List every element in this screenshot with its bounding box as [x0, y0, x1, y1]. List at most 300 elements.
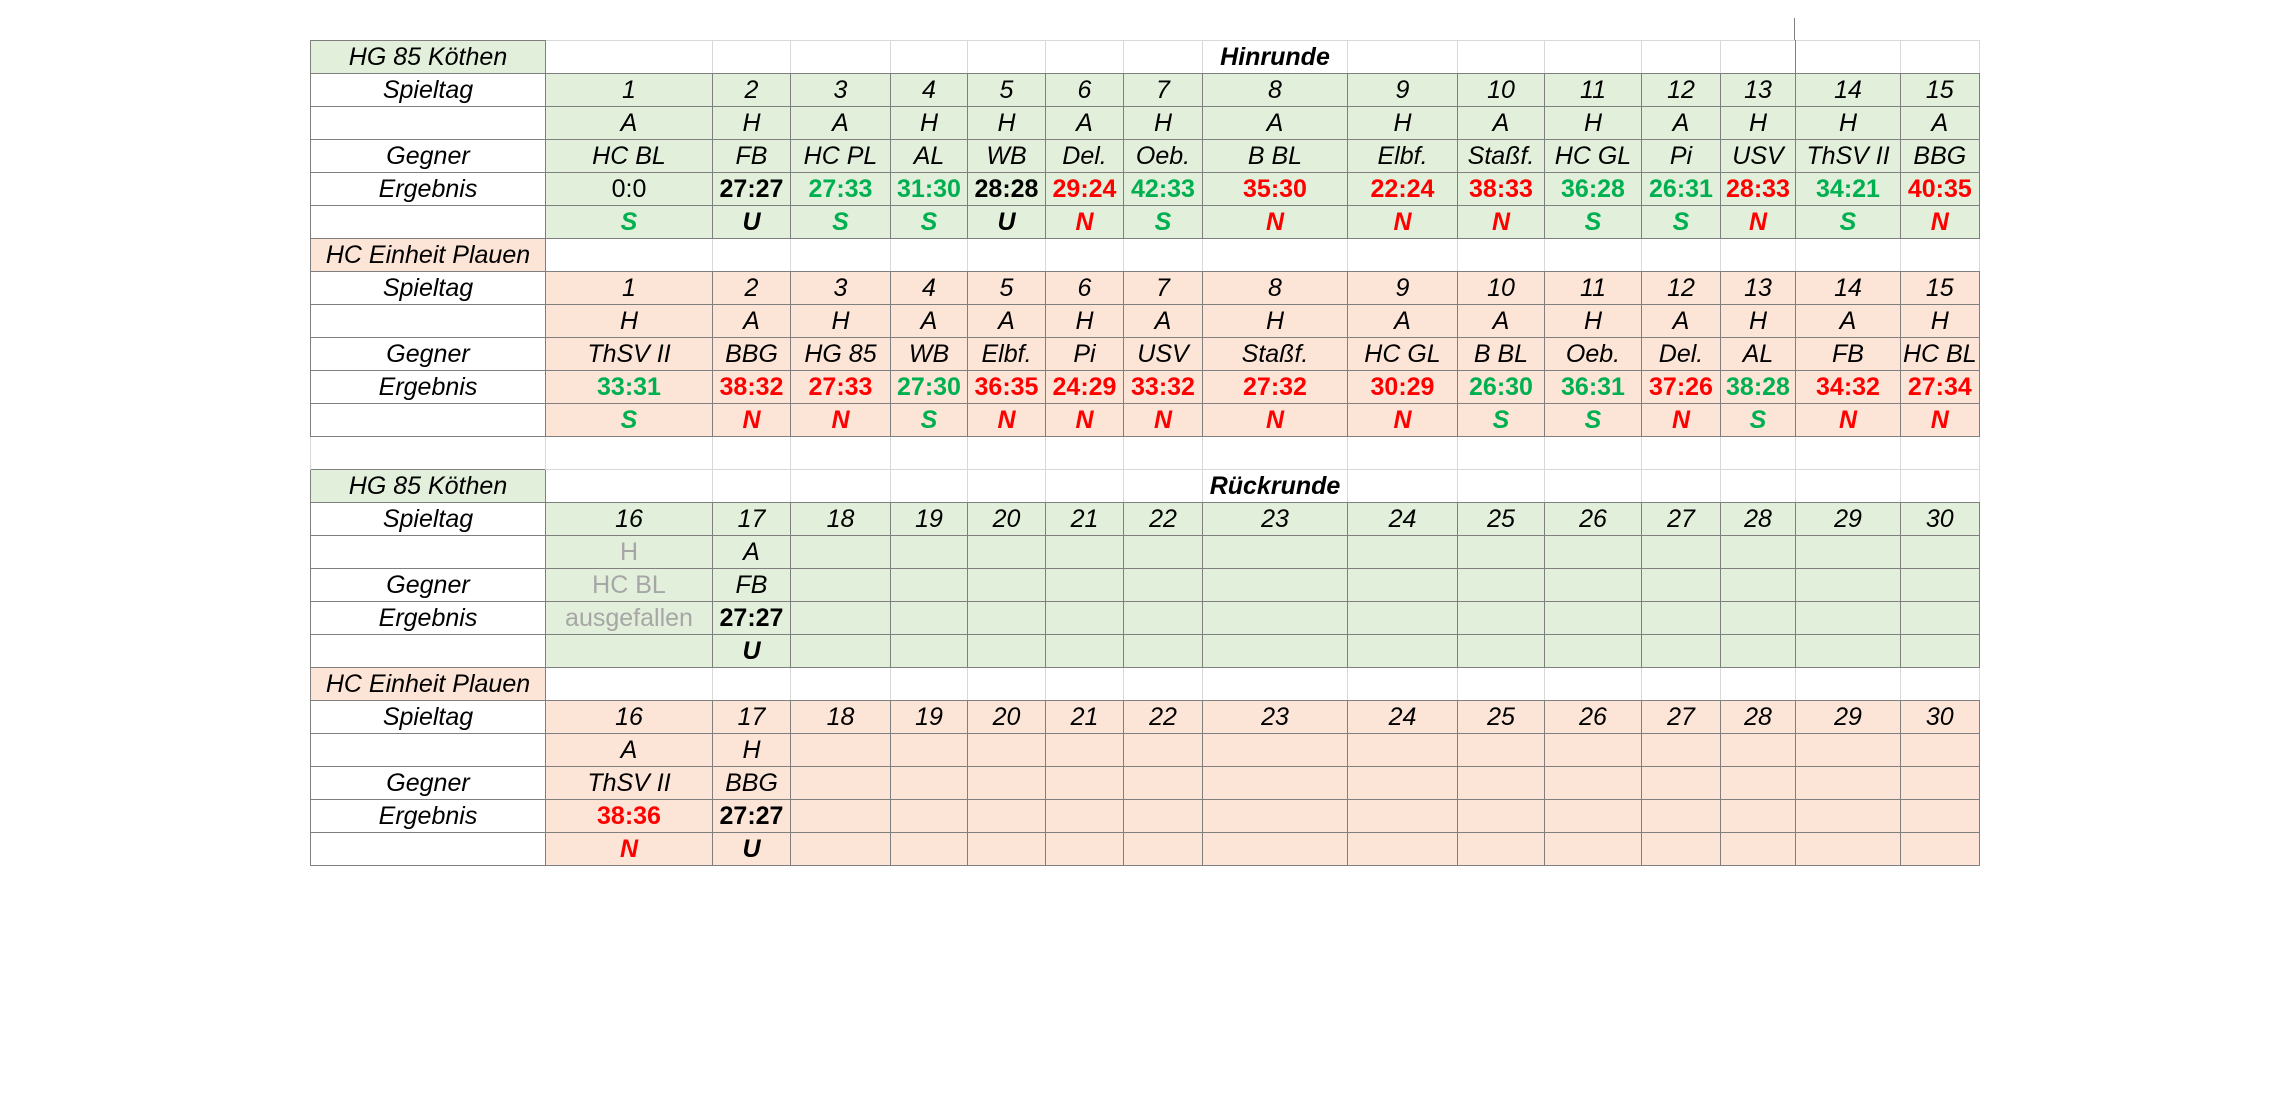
row-label-cell[interactable] [311, 734, 546, 767]
empty-grid-cell[interactable] [713, 437, 791, 470]
venue-cell[interactable]: H [968, 107, 1046, 140]
venue-cell[interactable]: A [1124, 305, 1203, 338]
team-name-cell[interactable]: HC Einheit Plauen [311, 239, 546, 272]
score-cell[interactable]: 27:32 [1203, 371, 1348, 404]
team-name-cell[interactable]: HG 85 Köthen [311, 470, 546, 503]
opponent-cell[interactable] [791, 569, 891, 602]
grid-cell[interactable] [891, 239, 968, 272]
day-cell[interactable]: 25 [1458, 503, 1545, 536]
score-cell[interactable] [891, 800, 968, 833]
row-label-cell[interactable]: Ergebnis [311, 602, 546, 635]
score-cell[interactable] [891, 602, 968, 635]
venue-cell[interactable]: H [1203, 305, 1348, 338]
venue-cell[interactable]: A [713, 536, 791, 569]
opponent-cell[interactable] [1642, 767, 1721, 800]
score-cell[interactable] [1458, 602, 1545, 635]
score-cell[interactable]: 31:30 [891, 173, 968, 206]
outcome-cell[interactable] [1348, 833, 1458, 866]
outcome-cell[interactable]: N [1203, 404, 1348, 437]
score-cell[interactable]: 26:30 [1458, 371, 1545, 404]
grid-cell[interactable] [1046, 239, 1124, 272]
score-cell[interactable] [1124, 800, 1203, 833]
outcome-cell[interactable] [1203, 833, 1348, 866]
day-cell[interactable]: 8 [1203, 74, 1348, 107]
opponent-cell[interactable]: BBG [713, 338, 791, 371]
outcome-cell[interactable]: S [1796, 206, 1901, 239]
empty-grid-cell[interactable] [1203, 437, 1348, 470]
grid-cell[interactable] [1458, 239, 1545, 272]
opponent-cell[interactable]: ThSV II [546, 767, 713, 800]
venue-cell[interactable]: A [713, 305, 791, 338]
outcome-cell[interactable] [1642, 833, 1721, 866]
venue-cell[interactable]: H [1124, 107, 1203, 140]
opponent-cell[interactable] [1203, 767, 1348, 800]
outcome-cell[interactable] [968, 635, 1046, 668]
outcome-cell[interactable] [791, 635, 891, 668]
empty-grid-cell[interactable] [1458, 437, 1545, 470]
row-label-cell[interactable] [311, 536, 546, 569]
opponent-cell[interactable] [1545, 767, 1642, 800]
grid-cell[interactable] [1796, 668, 1901, 701]
score-cell[interactable]: 30:29 [1348, 371, 1458, 404]
empty-grid-cell[interactable] [311, 437, 546, 470]
opponent-cell[interactable]: HC BL [1901, 338, 1980, 371]
day-cell[interactable]: 17 [713, 701, 791, 734]
opponent-cell[interactable] [1124, 767, 1203, 800]
grid-cell[interactable] [713, 41, 791, 74]
opponent-cell[interactable]: Del. [1046, 140, 1124, 173]
day-cell[interactable]: 30 [1901, 503, 1980, 536]
score-cell[interactable]: 28:33 [1721, 173, 1796, 206]
day-cell[interactable]: 18 [791, 701, 891, 734]
empty-grid-cell[interactable] [1124, 437, 1203, 470]
grid-cell[interactable] [891, 668, 968, 701]
opponent-cell[interactable] [1721, 569, 1796, 602]
venue-cell[interactable] [1046, 734, 1124, 767]
outcome-cell[interactable] [1348, 635, 1458, 668]
outcome-cell[interactable]: N [791, 404, 891, 437]
grid-cell[interactable] [1721, 470, 1796, 503]
venue-cell[interactable]: A [1642, 305, 1721, 338]
venue-cell[interactable]: A [1348, 305, 1458, 338]
row-label-cell[interactable] [311, 107, 546, 140]
outcome-cell[interactable]: N [1046, 404, 1124, 437]
opponent-cell[interactable] [1901, 767, 1980, 800]
day-cell[interactable]: 28 [1721, 503, 1796, 536]
opponent-cell[interactable]: HC GL [1348, 338, 1458, 371]
opponent-cell[interactable]: Elbf. [968, 338, 1046, 371]
day-cell[interactable]: 2 [713, 272, 791, 305]
opponent-cell[interactable]: HG 85 [791, 338, 891, 371]
outcome-cell[interactable] [1901, 833, 1980, 866]
outcome-cell[interactable] [1721, 833, 1796, 866]
outcome-cell[interactable]: S [891, 404, 968, 437]
row-label-cell[interactable]: Ergebnis [311, 371, 546, 404]
score-cell[interactable] [1642, 602, 1721, 635]
grid-cell[interactable] [968, 239, 1046, 272]
venue-cell[interactable]: H [891, 107, 968, 140]
row-label-cell[interactable] [311, 635, 546, 668]
outcome-cell[interactable]: S [1545, 206, 1642, 239]
outcome-cell[interactable]: S [546, 206, 713, 239]
score-cell[interactable] [1046, 602, 1124, 635]
venue-cell[interactable] [1796, 734, 1901, 767]
empty-grid-cell[interactable] [1348, 437, 1458, 470]
grid-cell[interactable] [546, 470, 713, 503]
outcome-cell[interactable]: N [713, 404, 791, 437]
outcome-cell[interactable]: S [891, 206, 968, 239]
empty-grid-cell[interactable] [546, 437, 713, 470]
day-cell[interactable]: 5 [968, 74, 1046, 107]
outcome-cell[interactable]: N [1796, 404, 1901, 437]
outcome-cell[interactable]: N [1046, 206, 1124, 239]
grid-cell[interactable] [1458, 41, 1545, 74]
day-cell[interactable]: 11 [1545, 74, 1642, 107]
empty-grid-cell[interactable] [891, 437, 968, 470]
outcome-cell[interactable] [1046, 635, 1124, 668]
grid-cell[interactable] [1796, 41, 1901, 74]
grid-cell[interactable] [1124, 668, 1203, 701]
score-cell[interactable]: 27:27 [713, 800, 791, 833]
opponent-cell[interactable] [1458, 767, 1545, 800]
outcome-cell[interactable] [1642, 635, 1721, 668]
opponent-cell[interactable]: HC PL [791, 140, 891, 173]
venue-cell[interactable]: A [1458, 107, 1545, 140]
score-cell[interactable]: 38:28 [1721, 371, 1796, 404]
outcome-cell[interactable]: N [1203, 206, 1348, 239]
venue-cell[interactable]: A [1642, 107, 1721, 140]
grid-cell[interactable] [1796, 470, 1901, 503]
score-cell[interactable]: ausgefallen [546, 602, 713, 635]
score-cell[interactable] [968, 800, 1046, 833]
outcome-cell[interactable]: N [1458, 206, 1545, 239]
outcome-cell[interactable]: U [968, 206, 1046, 239]
opponent-cell[interactable] [1642, 569, 1721, 602]
venue-cell[interactable] [1721, 536, 1796, 569]
venue-cell[interactable] [1642, 734, 1721, 767]
venue-cell[interactable]: A [1046, 107, 1124, 140]
grid-cell[interactable] [1046, 41, 1124, 74]
grid-cell[interactable] [1901, 668, 1980, 701]
grid-cell[interactable] [713, 470, 791, 503]
venue-cell[interactable]: A [891, 305, 968, 338]
opponent-cell[interactable] [1124, 569, 1203, 602]
day-cell[interactable]: 22 [1124, 701, 1203, 734]
venue-cell[interactable]: A [791, 107, 891, 140]
grid-cell[interactable] [1642, 470, 1721, 503]
venue-cell[interactable]: A [1901, 107, 1980, 140]
grid-cell[interactable] [968, 668, 1046, 701]
opponent-cell[interactable]: BBG [1901, 140, 1980, 173]
row-label-cell[interactable] [311, 833, 546, 866]
score-cell[interactable]: 0:0 [546, 173, 713, 206]
venue-cell[interactable] [1901, 536, 1980, 569]
venue-cell[interactable] [1642, 536, 1721, 569]
outcome-cell[interactable]: S [791, 206, 891, 239]
opponent-cell[interactable]: HC BL [546, 569, 713, 602]
opponent-cell[interactable]: Staßf. [1203, 338, 1348, 371]
opponent-cell[interactable]: WB [968, 140, 1046, 173]
grid-cell[interactable] [1545, 668, 1642, 701]
day-cell[interactable]: 14 [1796, 272, 1901, 305]
score-cell[interactable]: 27:30 [891, 371, 968, 404]
opponent-cell[interactable] [1796, 569, 1901, 602]
grid-cell[interactable] [1124, 470, 1203, 503]
round-title-cell[interactable]: Hinrunde [1203, 41, 1348, 74]
venue-cell[interactable] [1545, 734, 1642, 767]
venue-cell[interactable]: H [546, 305, 713, 338]
outcome-cell[interactable] [1203, 635, 1348, 668]
opponent-cell[interactable]: FB [1796, 338, 1901, 371]
outcome-cell[interactable]: S [1721, 404, 1796, 437]
venue-cell[interactable] [968, 734, 1046, 767]
outcome-cell[interactable] [891, 833, 968, 866]
day-cell[interactable]: 14 [1796, 74, 1901, 107]
opponent-cell[interactable]: FB [713, 569, 791, 602]
grid-cell[interactable] [1901, 41, 1980, 74]
day-cell[interactable]: 26 [1545, 503, 1642, 536]
opponent-cell[interactable]: AL [891, 140, 968, 173]
venue-cell[interactable] [1901, 734, 1980, 767]
score-cell[interactable]: 28:28 [968, 173, 1046, 206]
venue-cell[interactable]: H [1796, 107, 1901, 140]
row-label-cell[interactable]: Spieltag [311, 701, 546, 734]
opponent-cell[interactable] [1348, 569, 1458, 602]
grid-cell[interactable] [1458, 668, 1545, 701]
venue-cell[interactable]: H [791, 305, 891, 338]
empty-grid-cell[interactable] [1796, 437, 1901, 470]
opponent-cell[interactable]: Pi [1642, 140, 1721, 173]
day-cell[interactable]: 4 [891, 272, 968, 305]
grid-cell[interactable] [791, 239, 891, 272]
grid-cell[interactable] [713, 668, 791, 701]
grid-cell[interactable] [1348, 239, 1458, 272]
row-label-cell[interactable] [311, 404, 546, 437]
score-cell[interactable]: 22:24 [1348, 173, 1458, 206]
day-cell[interactable]: 27 [1642, 701, 1721, 734]
row-label-cell[interactable]: Gegner [311, 569, 546, 602]
outcome-cell[interactable] [1796, 635, 1901, 668]
day-cell[interactable]: 12 [1642, 74, 1721, 107]
opponent-cell[interactable]: FB [713, 140, 791, 173]
day-cell[interactable]: 13 [1721, 272, 1796, 305]
opponent-cell[interactable]: ThSV II [546, 338, 713, 371]
venue-cell[interactable] [1721, 734, 1796, 767]
opponent-cell[interactable] [891, 767, 968, 800]
outcome-cell[interactable]: S [1124, 206, 1203, 239]
day-cell[interactable]: 6 [1046, 272, 1124, 305]
grid-cell[interactable] [968, 470, 1046, 503]
score-cell[interactable]: 34:32 [1796, 371, 1901, 404]
opponent-cell[interactable]: AL [1721, 338, 1796, 371]
outcome-cell[interactable]: N [1642, 404, 1721, 437]
score-cell[interactable] [791, 800, 891, 833]
opponent-cell[interactable] [791, 767, 891, 800]
day-cell[interactable]: 30 [1901, 701, 1980, 734]
venue-cell[interactable]: H [1545, 305, 1642, 338]
row-label-cell[interactable]: Spieltag [311, 74, 546, 107]
opponent-cell[interactable] [968, 569, 1046, 602]
venue-cell[interactable]: A [968, 305, 1046, 338]
score-cell[interactable] [968, 602, 1046, 635]
empty-grid-cell[interactable] [1046, 437, 1124, 470]
outcome-cell[interactable] [546, 635, 713, 668]
opponent-cell[interactable]: HC BL [546, 140, 713, 173]
outcome-cell[interactable] [1545, 635, 1642, 668]
day-cell[interactable]: 23 [1203, 701, 1348, 734]
score-cell[interactable]: 24:29 [1046, 371, 1124, 404]
day-cell[interactable]: 10 [1458, 272, 1545, 305]
grid-cell[interactable] [1348, 470, 1458, 503]
grid-cell[interactable] [546, 41, 713, 74]
opponent-cell[interactable] [1046, 767, 1124, 800]
grid-cell[interactable] [791, 41, 891, 74]
score-cell[interactable] [1545, 602, 1642, 635]
venue-cell[interactable]: H [1721, 305, 1796, 338]
grid-cell[interactable] [1545, 41, 1642, 74]
score-cell[interactable] [1721, 602, 1796, 635]
opponent-cell[interactable]: Staßf. [1458, 140, 1545, 173]
outcome-cell[interactable] [968, 833, 1046, 866]
outcome-cell[interactable]: N [1124, 404, 1203, 437]
opponent-cell[interactable] [1348, 767, 1458, 800]
day-cell[interactable]: 16 [546, 503, 713, 536]
outcome-cell[interactable] [891, 635, 968, 668]
grid-cell[interactable] [1721, 41, 1796, 74]
score-cell[interactable] [1901, 800, 1980, 833]
grid-cell[interactable] [1348, 41, 1458, 74]
outcome-cell[interactable] [1046, 833, 1124, 866]
venue-cell[interactable] [1348, 536, 1458, 569]
outcome-cell[interactable]: N [546, 833, 713, 866]
day-cell[interactable]: 15 [1901, 74, 1980, 107]
day-cell[interactable]: 11 [1545, 272, 1642, 305]
grid-cell[interactable] [1545, 470, 1642, 503]
score-cell[interactable] [1901, 602, 1980, 635]
opponent-cell[interactable]: Elbf. [1348, 140, 1458, 173]
grid-cell[interactable] [1901, 239, 1980, 272]
day-cell[interactable]: 25 [1458, 701, 1545, 734]
venue-cell[interactable] [1203, 536, 1348, 569]
venue-cell[interactable] [1796, 536, 1901, 569]
score-cell[interactable] [1796, 800, 1901, 833]
opponent-cell[interactable]: B BL [1458, 338, 1545, 371]
score-cell[interactable] [791, 602, 891, 635]
round-title-cell[interactable]: Rückrunde [1203, 470, 1348, 503]
score-cell[interactable]: 29:24 [1046, 173, 1124, 206]
outcome-cell[interactable] [791, 833, 891, 866]
round-title-cell[interactable] [1203, 668, 1348, 701]
day-cell[interactable]: 20 [968, 701, 1046, 734]
grid-cell[interactable] [1642, 668, 1721, 701]
grid-cell[interactable] [1458, 470, 1545, 503]
day-cell[interactable]: 1 [546, 272, 713, 305]
venue-cell[interactable] [1046, 536, 1124, 569]
day-cell[interactable]: 15 [1901, 272, 1980, 305]
outcome-cell[interactable] [1796, 833, 1901, 866]
grid-cell[interactable] [1046, 668, 1124, 701]
venue-cell[interactable] [1458, 734, 1545, 767]
opponent-cell[interactable] [1796, 767, 1901, 800]
day-cell[interactable]: 21 [1046, 701, 1124, 734]
score-cell[interactable]: 33:32 [1124, 371, 1203, 404]
outcome-cell[interactable]: S [546, 404, 713, 437]
day-cell[interactable]: 13 [1721, 74, 1796, 107]
score-cell[interactable]: 35:30 [1203, 173, 1348, 206]
score-cell[interactable]: 27:27 [713, 173, 791, 206]
day-cell[interactable]: 24 [1348, 701, 1458, 734]
grid-cell[interactable] [1901, 470, 1980, 503]
score-cell[interactable]: 38:36 [546, 800, 713, 833]
day-cell[interactable]: 7 [1124, 272, 1203, 305]
day-cell[interactable]: 6 [1046, 74, 1124, 107]
score-cell[interactable] [1124, 602, 1203, 635]
grid-cell[interactable] [713, 239, 791, 272]
venue-cell[interactable] [1124, 734, 1203, 767]
opponent-cell[interactable]: BBG [713, 767, 791, 800]
empty-grid-cell[interactable] [791, 437, 891, 470]
outcome-cell[interactable] [1545, 833, 1642, 866]
grid-cell[interactable] [891, 41, 968, 74]
day-cell[interactable]: 7 [1124, 74, 1203, 107]
score-cell[interactable]: 38:33 [1458, 173, 1545, 206]
opponent-cell[interactable]: USV [1721, 140, 1796, 173]
row-label-cell[interactable]: Ergebnis [311, 173, 546, 206]
venue-cell[interactable] [791, 536, 891, 569]
outcome-cell[interactable]: N [1348, 206, 1458, 239]
score-cell[interactable]: 34:21 [1796, 173, 1901, 206]
day-cell[interactable]: 10 [1458, 74, 1545, 107]
outcome-cell[interactable] [1458, 635, 1545, 668]
outcome-cell[interactable]: N [1348, 404, 1458, 437]
outcome-cell[interactable] [1124, 833, 1203, 866]
day-cell[interactable]: 3 [791, 272, 891, 305]
venue-cell[interactable] [1348, 734, 1458, 767]
grid-cell[interactable] [1545, 239, 1642, 272]
empty-grid-cell[interactable] [1721, 437, 1796, 470]
grid-cell[interactable] [1642, 41, 1721, 74]
score-cell[interactable]: 37:26 [1642, 371, 1721, 404]
opponent-cell[interactable]: Oeb. [1124, 140, 1203, 173]
opponent-cell[interactable] [1458, 569, 1545, 602]
opponent-cell[interactable]: Del. [1642, 338, 1721, 371]
day-cell[interactable]: 8 [1203, 272, 1348, 305]
row-label-cell[interactable]: Gegner [311, 767, 546, 800]
opponent-cell[interactable]: Oeb. [1545, 338, 1642, 371]
day-cell[interactable]: 27 [1642, 503, 1721, 536]
grid-cell[interactable] [1124, 41, 1203, 74]
outcome-cell[interactable]: N [1901, 404, 1980, 437]
empty-grid-cell[interactable] [1545, 437, 1642, 470]
venue-cell[interactable]: A [546, 734, 713, 767]
day-cell[interactable]: 4 [891, 74, 968, 107]
score-cell[interactable] [1458, 800, 1545, 833]
opponent-cell[interactable] [1203, 569, 1348, 602]
day-cell[interactable]: 2 [713, 74, 791, 107]
venue-cell[interactable] [968, 536, 1046, 569]
venue-cell[interactable] [1458, 536, 1545, 569]
empty-grid-cell[interactable] [1901, 437, 1980, 470]
outcome-cell[interactable] [1124, 635, 1203, 668]
venue-cell[interactable]: A [546, 107, 713, 140]
venue-cell[interactable]: A [1796, 305, 1901, 338]
day-cell[interactable]: 5 [968, 272, 1046, 305]
venue-cell[interactable] [1124, 536, 1203, 569]
venue-cell[interactable]: H [1545, 107, 1642, 140]
opponent-cell[interactable] [968, 767, 1046, 800]
day-cell[interactable]: 20 [968, 503, 1046, 536]
outcome-cell[interactable]: S [1458, 404, 1545, 437]
